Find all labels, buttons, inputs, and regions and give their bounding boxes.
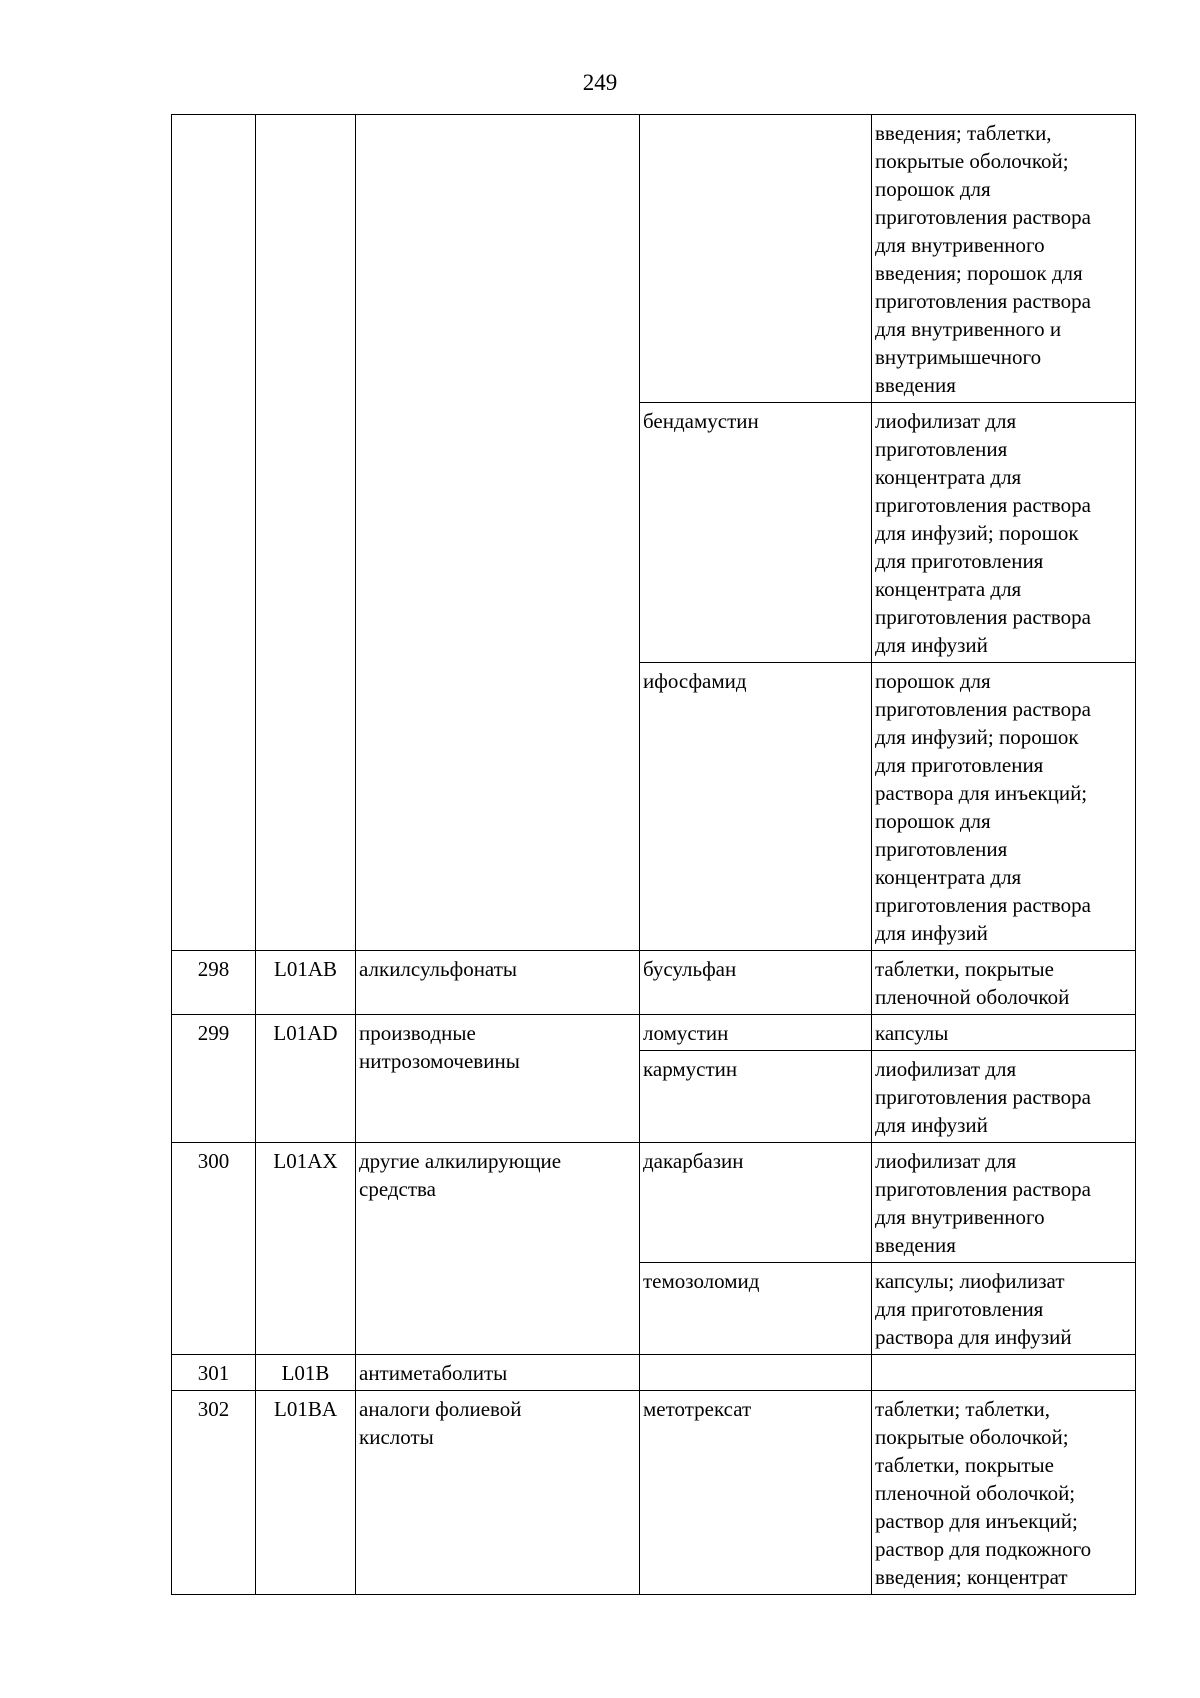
dosage-forms-cell bbox=[872, 1143, 1136, 1263]
table-row bbox=[172, 951, 1136, 1015]
atc-group-cell bbox=[356, 115, 640, 951]
dosage-form-line: для внутривенного bbox=[875, 1205, 1045, 1229]
atc-code-cell bbox=[256, 115, 356, 951]
dosage-form-line: концентрата для bbox=[875, 865, 1022, 889]
dosage-forms-cell bbox=[872, 1391, 1136, 1595]
atc-group-cell bbox=[356, 1143, 640, 1355]
drug-name-cell: бусульфан bbox=[640, 951, 872, 1015]
row-number-cell: 298 bbox=[172, 951, 256, 1015]
dosage-form-line: для внутривенного bbox=[875, 233, 1045, 257]
drug-name-cell: дакарбазин bbox=[640, 1143, 872, 1263]
dosage-form-line: раствор для инъекций; bbox=[875, 1509, 1078, 1533]
dosage-form-line: лиофилизат для bbox=[875, 1149, 1017, 1173]
row-number-cell: 301 bbox=[172, 1355, 256, 1391]
dosage-form-line: таблетки; таблетки, bbox=[875, 1397, 1051, 1421]
dosage-form-line: раствор для подкожного bbox=[875, 1537, 1092, 1561]
dosage-form-line: приготовления раствора bbox=[875, 605, 1091, 629]
table-row bbox=[172, 1015, 1136, 1051]
dosage-form-line: внутримышечного bbox=[875, 345, 1042, 369]
table-row bbox=[172, 1391, 1136, 1595]
dosage-form-line: приготовления раствора bbox=[875, 893, 1091, 917]
dosage-form-line: для внутривенного и bbox=[875, 317, 1062, 341]
atc-code-cell: L01AB bbox=[256, 951, 356, 1015]
atc-group-cell bbox=[356, 951, 640, 1015]
dosage-forms-cell bbox=[872, 1355, 1136, 1391]
dosage-form-line: раствора для инфузий bbox=[875, 1325, 1072, 1349]
atc-code-cell: L01AD bbox=[256, 1015, 356, 1143]
atc-group-cell bbox=[356, 1015, 640, 1143]
table-row bbox=[172, 1143, 1136, 1263]
dosage-form-line: для инфузий bbox=[875, 921, 988, 945]
dosage-form-line: капсулы bbox=[875, 1021, 949, 1045]
dosage-form-line: приготовления раствора bbox=[875, 697, 1091, 721]
group-name-line: алкилсульфонаты bbox=[359, 957, 517, 981]
dosage-forms-cell bbox=[872, 951, 1136, 1015]
dosage-form-line: для инфузий bbox=[875, 633, 988, 657]
dosage-form-line: лиофилизат для bbox=[875, 1057, 1017, 1081]
drug-name-cell: кармустин bbox=[640, 1051, 872, 1143]
drug-name-cell: метотрексат bbox=[640, 1391, 872, 1595]
drug-name-cell: темозоломид bbox=[640, 1263, 872, 1355]
group-name-line: аналоги фолиевой bbox=[359, 1397, 522, 1421]
page-number: 249 bbox=[582, 70, 618, 95]
dosage-form-line: пленочной оболочкой; bbox=[875, 1481, 1076, 1505]
drug-name-cell: бендамустин bbox=[640, 403, 872, 663]
dosage-form-line: порошок для bbox=[875, 669, 991, 693]
dosage-form-line: порошок для bbox=[875, 809, 991, 833]
table-row bbox=[172, 1355, 1136, 1391]
dosage-form-line: приготовления bbox=[875, 437, 1008, 461]
row-number-cell: 302 bbox=[172, 1391, 256, 1595]
dosage-form-line: для приготовления bbox=[875, 549, 1044, 573]
dosage-form-line: для приготовления bbox=[875, 1297, 1044, 1321]
drug-name-cell: ифосфамид bbox=[640, 663, 872, 951]
dosage-form-line: приготовления раствора bbox=[875, 289, 1091, 313]
dosage-form-line: покрытые оболочкой; bbox=[875, 1425, 1069, 1449]
dosage-form-line: концентрата для bbox=[875, 577, 1022, 601]
dosage-form-line: введения bbox=[875, 373, 956, 397]
dosage-form-line: введения; таблетки, bbox=[875, 121, 1052, 145]
dosage-forms-cell bbox=[872, 663, 1136, 951]
dosage-form-line: пленочной оболочкой bbox=[875, 985, 1070, 1009]
dosage-form-line: приготовления раствора bbox=[875, 1177, 1091, 1201]
dosage-form-line: покрытые оболочкой; bbox=[875, 149, 1069, 173]
drug-name-cell bbox=[640, 1355, 872, 1391]
dosage-forms-cell bbox=[872, 1051, 1136, 1143]
group-name-line: другие алкилирующие bbox=[359, 1149, 562, 1173]
drug-name-cell bbox=[640, 115, 872, 403]
dosage-form-line: приготовления раствора bbox=[875, 1085, 1091, 1109]
dosage-form-line: лиофилизат для bbox=[875, 409, 1017, 433]
dosage-form-line: для инфузий; порошок bbox=[875, 725, 1079, 749]
atc-group-cell bbox=[356, 1391, 640, 1595]
dosage-form-line: приготовления раствора bbox=[875, 493, 1091, 517]
dosage-form-line: приготовления раствора bbox=[875, 205, 1091, 229]
dosage-forms-cell bbox=[872, 1015, 1136, 1051]
table-row bbox=[172, 115, 1136, 403]
group-name-line: антиметаболиты bbox=[359, 1361, 508, 1385]
dosage-form-line: введения bbox=[875, 1233, 956, 1257]
drug-table bbox=[171, 114, 1136, 1595]
atc-code-cell: L01AX bbox=[256, 1143, 356, 1355]
dosage-form-line: концентрата для bbox=[875, 465, 1022, 489]
atc-code-cell: L01B bbox=[256, 1355, 356, 1391]
dosage-forms-cell bbox=[872, 403, 1136, 663]
dosage-form-line: таблетки, покрытые bbox=[875, 957, 1054, 981]
drug-name-cell: ломустин bbox=[640, 1015, 872, 1051]
dosage-form-line: раствора для инъекций; bbox=[875, 781, 1088, 805]
dosage-form-line: капсулы; лиофилизат bbox=[875, 1269, 1065, 1293]
row-number-cell bbox=[172, 115, 256, 951]
dosage-forms-cell bbox=[872, 1263, 1136, 1355]
dosage-form-line: для приготовления bbox=[875, 753, 1044, 777]
dosage-form-line: введения; концентрат bbox=[875, 1565, 1068, 1589]
dosage-form-line: для инфузий bbox=[875, 1113, 988, 1137]
dosage-form-line: приготовления bbox=[875, 837, 1008, 861]
dosage-form-line: для инфузий; порошок bbox=[875, 521, 1079, 545]
dosage-forms-cell bbox=[872, 115, 1136, 403]
dosage-form-line: таблетки, покрытые bbox=[875, 1453, 1054, 1477]
group-name-line: средства bbox=[359, 1177, 437, 1201]
group-name-line: производные bbox=[359, 1021, 476, 1045]
row-number-cell: 300 bbox=[172, 1143, 256, 1355]
dosage-form-line: порошок для bbox=[875, 177, 991, 201]
group-name-line: нитрозомочевины bbox=[359, 1049, 520, 1073]
group-name-line: кислоты bbox=[359, 1425, 434, 1449]
atc-group-cell bbox=[356, 1355, 640, 1391]
dosage-form-line: введения; порошок для bbox=[875, 261, 1083, 285]
row-number-cell: 299 bbox=[172, 1015, 256, 1143]
atc-code-cell: L01BA bbox=[256, 1391, 356, 1595]
